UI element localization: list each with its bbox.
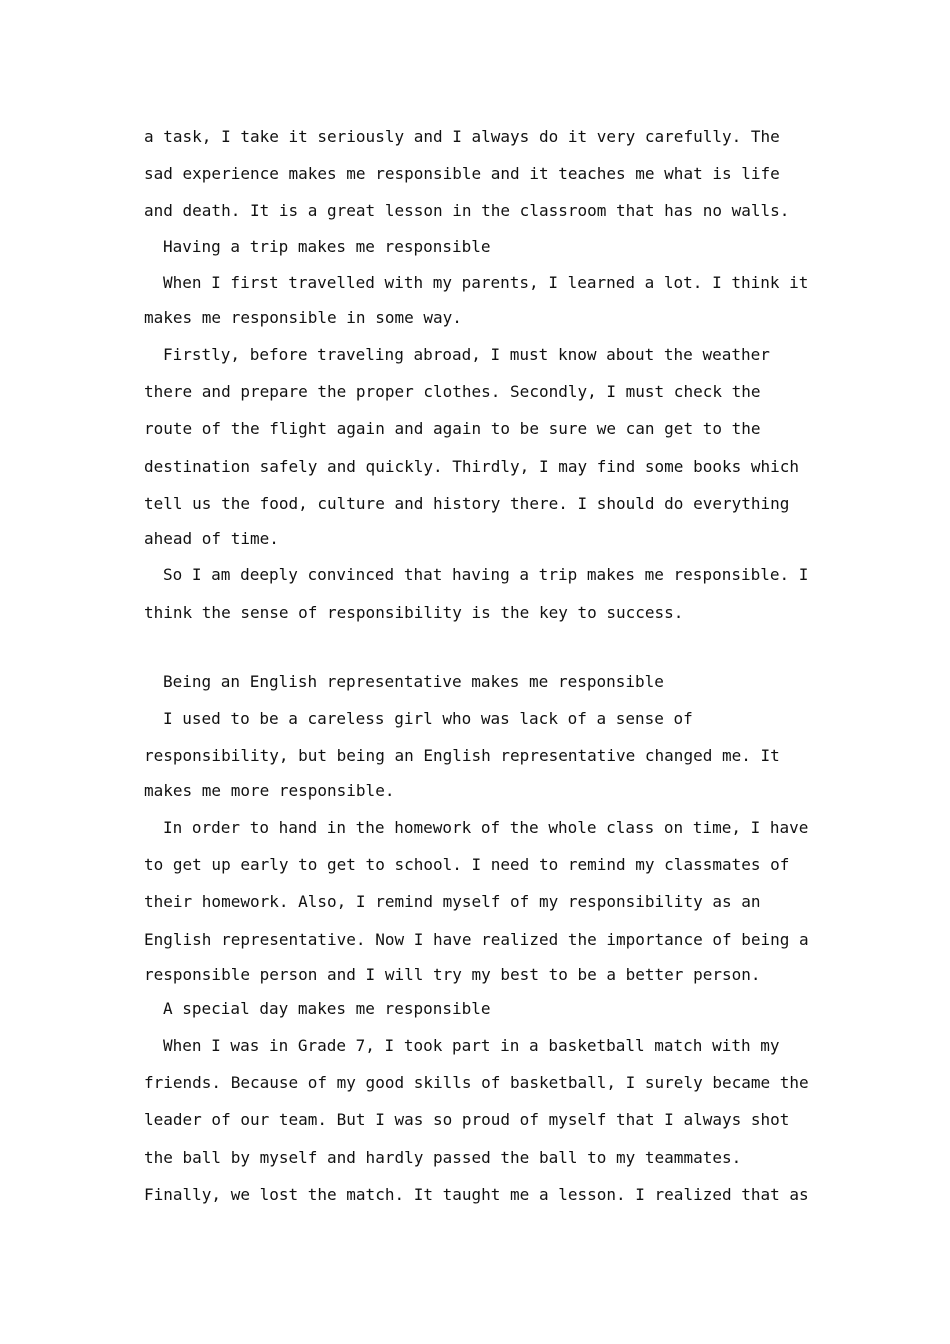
- text-line: responsibility, but being an English representative changed me. It: [144, 746, 780, 766]
- text-line: A special day makes me responsible: [163, 999, 491, 1019]
- text-line: Firstly, before traveling abroad, I must know about the weather: [163, 344, 770, 364]
- text-line: So I am deeply convinced that having a trip makes me responsible. I: [163, 565, 809, 585]
- text-line: Finally, we lost the match. It taught me a lesson. I realized that as: [144, 1184, 809, 1204]
- text-line: sad experience makes me responsible and it teaches me what is life: [144, 164, 780, 184]
- text-line: route of the flight again and again to be sure we can get to the: [144, 419, 761, 439]
- text-line: ahead of time.: [144, 528, 279, 548]
- text-line: to get up early to get to school. I need to remind my classmates of: [144, 855, 790, 875]
- text-line: their homework. Also, I remind myself of my responsibility as an: [144, 892, 761, 912]
- text-line: Having a trip makes me responsible: [163, 236, 491, 256]
- text-line: makes me more responsible.: [144, 781, 395, 801]
- text-line: When I was in Grade 7, I took part in a basketball match with my: [163, 1035, 780, 1055]
- blank-line: [144, 631, 814, 666]
- text-line: makes me responsible in some way.: [144, 308, 462, 328]
- text-line: tell us the food, culture and history there. I should do everything: [144, 493, 790, 513]
- text-line: I used to be a careless girl who was lack of a sense of: [163, 709, 693, 729]
- text-line: think the sense of responsibility is the key to success.: [144, 602, 684, 622]
- text-line: When I first travelled with my parents, I learned a lot. I think it: [163, 273, 809, 293]
- text-line: friends. Because of my good skills of basketball, I surely became the: [144, 1073, 809, 1093]
- text-line: Being an English representative makes me responsible: [163, 672, 664, 692]
- essay-text-block: [144, 118, 814, 1213]
- text-line: the ball by myself and hardly passed the ball to my teammates.: [144, 1147, 742, 1167]
- text-line: a task, I take it seriously and I always do it very carefully. The: [144, 127, 780, 146]
- text-line: responsible person and I will try my best to be a better person.: [144, 964, 761, 984]
- text-line: there and prepare the proper clothes. Secondly, I must check the: [144, 382, 761, 402]
- text-line: destination safely and quickly. Thirdly, I may find some books which: [144, 456, 800, 476]
- text-line: In order to hand in the homework of the whole class on time, I have: [163, 818, 809, 837]
- text-line: English representative. Now I have realized the importance of being a: [144, 929, 809, 949]
- text-line: leader of our team. But I was so proud of myself that I always shot: [144, 1110, 790, 1130]
- text-line: and death. It is a great lesson in the classroom that has no walls.: [144, 201, 790, 221]
